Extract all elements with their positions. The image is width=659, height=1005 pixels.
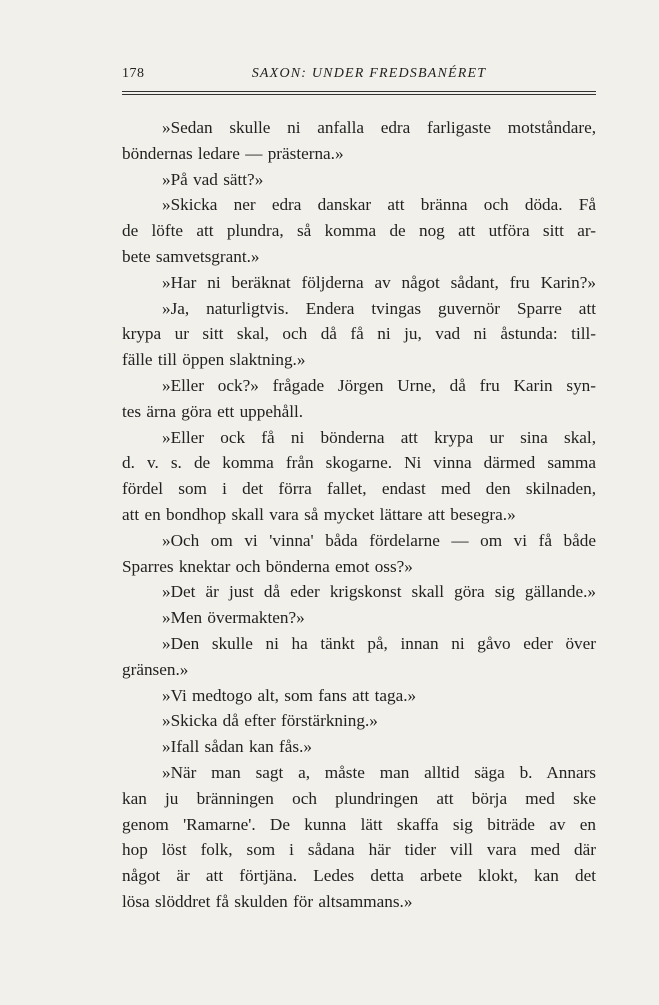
- text-line: »Skicka ner edra danskar att bränna och döda. Få: [162, 195, 596, 215]
- text-line: böndernas ledare — prästerna.»: [122, 143, 344, 163]
- text-line: »Ifall sådan kan fås.»: [162, 737, 312, 757]
- text-line: »Ja, naturligtvis. Endera tvingas guvernör Sparre att: [162, 298, 596, 318]
- text-line: gränsen.»: [122, 659, 189, 679]
- text-line: kan ju bränningen och plundringen att börja med ske: [122, 788, 596, 808]
- page-number: 178: [122, 66, 145, 81]
- text-line: »Skicka då efter förstärkning.»: [162, 711, 378, 731]
- text-line: »Det är just då eder krigskonst skall göra sig gällande.»: [162, 582, 596, 602]
- text-line: något är att förtjäna. Ledes detta arbete klokt, kan det: [122, 866, 596, 886]
- text-line: »På vad sätt?»: [162, 169, 264, 189]
- text-line: genom 'Ramarne'. De kunna lätt skaffa sig biträde av en: [122, 814, 596, 834]
- text-line: tes ärna göra ett uppehåll.: [122, 401, 304, 421]
- text-line: lösa slöddret få skulden för altsammans.»: [122, 891, 413, 911]
- header-rule-top: [122, 91, 596, 92]
- text-line: bete samvetsgrant.»: [122, 246, 260, 266]
- text-line: »Den skulle ni ha tänkt på, innan ni gåvo eder över: [162, 633, 596, 653]
- text-line: »Men övermakten?»: [162, 608, 305, 628]
- text-line: fördel som i det förra fallet, endast med den skilnaden,: [122, 479, 596, 499]
- text-line: att en bondhop skall vara så mycket lättare att besegra.»: [122, 504, 516, 524]
- text-line: »Eller ock få ni bönderna att krypa ur sina skal,: [162, 427, 596, 447]
- text-line: »Och om vi 'vinna' båda fördelarne — om vi få både: [162, 530, 596, 550]
- text-line: fälle till öppen slaktning.»: [122, 350, 306, 370]
- text-line: »Har ni beräknat följderna av något sådant, fru Karin?»: [162, 272, 596, 292]
- text-line: d. v. s. de komma från skogarne. Ni vinna därmed samma: [122, 453, 596, 473]
- page-header: [122, 66, 596, 88]
- body-text: [122, 115, 596, 915]
- running-head: SAXON: UNDER FREDSBANÉRET: [251, 66, 487, 81]
- text-line: krypa ur sitt skal, och då få ni ju, vad ni åstunda: till-: [122, 324, 596, 344]
- text-line: hop löst folk, som i sådana här tider vill vara med där: [122, 840, 596, 860]
- text-line: Sparres knektar och bönderna emot oss?»: [122, 556, 413, 576]
- header-rule-bottom: [122, 94, 596, 95]
- text-line: »Sedan skulle ni anfalla edra farligaste motståndare,: [162, 118, 596, 137]
- text-line: »Eller ock?» frågade Jörgen Urne, då fru Karin syn-: [162, 375, 596, 395]
- text-line: de löfte att plundra, så komma de nog att utföra sitt ar-: [122, 221, 596, 241]
- text-line: »När man sagt a, måste man alltid säga b. Annars: [162, 762, 596, 782]
- text-line: »Vi medtogo alt, som fans att taga.»: [162, 685, 417, 705]
